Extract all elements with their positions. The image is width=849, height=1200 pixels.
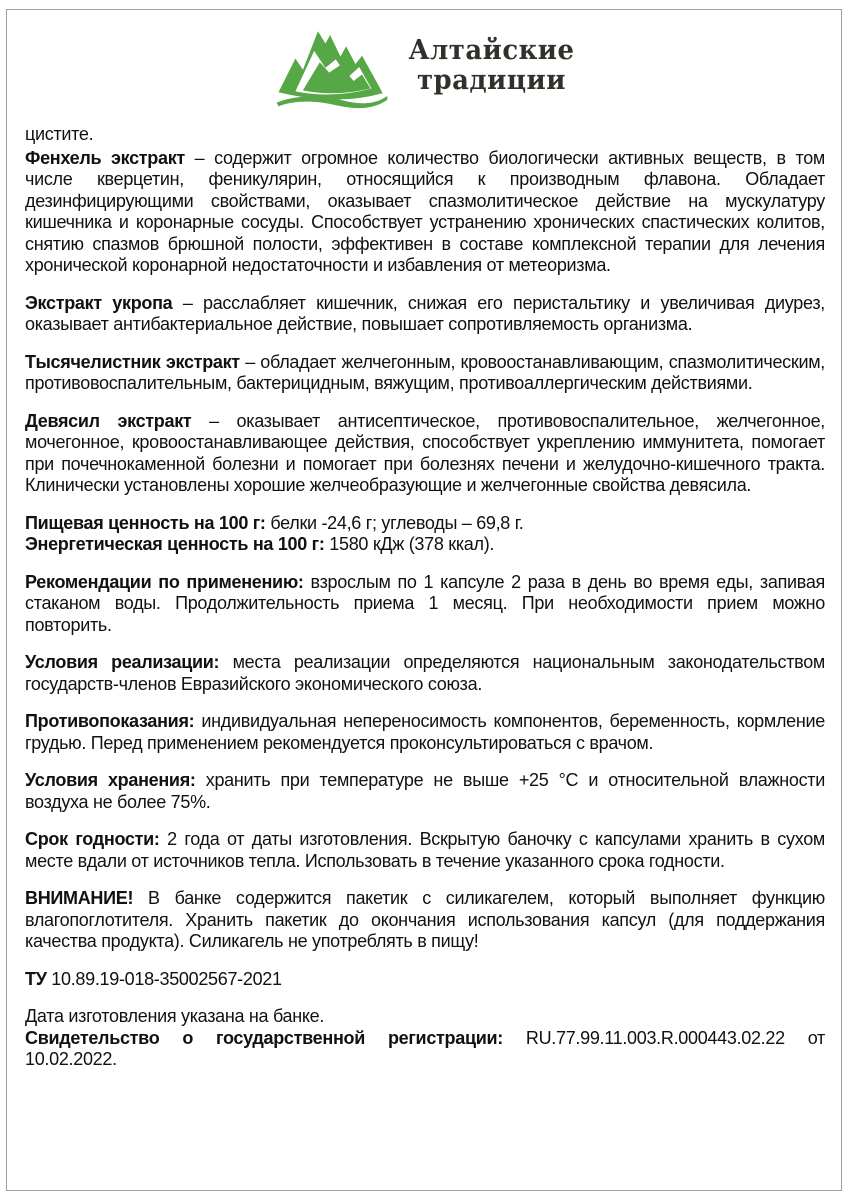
brand-logo: [18, 16, 831, 116]
section-fennel-extract-body: – содержит огромное количество биологически активных веществ, в том числе кверцетин, феникулярин, относящийся к производным флавона. Обладает дезинфицирующими свойствами, оказывает спазмолитическое действие на мускулатуру кишечника и коронарные сосуды. Способствует устранению хронических спастических колитов, снятию спазмов брюшной полости, эффективен в составе комплексной терапии для лечения хронической коронарной недостаточности и избавления от метеоризма.: [25, 147, 825, 275]
section-yarrow-extract-body: – обладает желчегонным, кровоостанавливающим, спазмолитическим, противовоспалительным, бактерицидным, вяжущим, противоаллергическим действиями.: [25, 351, 825, 393]
section-fennel-extract: [25, 148, 825, 277]
section-elecampane-extract-head: Девясил экстракт: [25, 410, 192, 431]
section-contraindications: [25, 711, 825, 754]
section-usage-recommendations-head: Рекомендации по применению:: [25, 571, 304, 592]
section-attention-note-body: В банке содержится пакетик с силикагелем, который выполняет функцию влагопоглотителя. Хранить пакетик до окончания использования капсул (для поддержания качества продукта). Силикагель не употреблять в пищу!: [25, 888, 825, 951]
section-usage-recommendations: [25, 572, 825, 637]
brand-name-line2: традиции: [417, 65, 566, 96]
section-sale-conditions-body: места реализации определяются национальным законодательством государств-членов Евразийского экономического союза.: [25, 652, 826, 694]
section-nutrition-value-head: Пищевая ценность на 100 г:: [25, 512, 266, 533]
section-energy-value: [25, 534, 825, 556]
section-dill-extract-head: Экстракт укропа: [25, 292, 173, 313]
mountains-wave-icon: [271, 18, 393, 114]
section-tu-number-body: 10.89.19-018-35002567-2021: [46, 968, 282, 989]
section-attention-note-head: ВНИМАНИЕ!: [25, 888, 134, 908]
section-fennel-extract-head: Фенхель экстракт: [25, 147, 185, 168]
section-fragment-body: цистите.: [25, 124, 94, 144]
section-fragment: [25, 124, 825, 146]
section-energy-value-body: 1580 кДж (378 ккал).: [324, 534, 495, 554]
section-yarrow-extract: [25, 352, 825, 395]
section-tu-number-head: ТУ: [25, 968, 47, 989]
section-state-registration-body: RU.77.99.11.003.R.000443.02.22 от 10.02.2022.: [25, 1027, 825, 1069]
brand-name-line1: Алтайские: [408, 34, 575, 66]
section-nutrition-value: [25, 513, 825, 535]
section-sale-conditions: [25, 652, 825, 695]
section-yarrow-extract-head: Тысячелистник экстракт: [25, 351, 240, 372]
section-energy-value-head: Энергетическая ценность на 100 г:: [25, 534, 325, 554]
section-dill-extract: [25, 293, 825, 336]
label-text: [18, 124, 831, 1071]
section-storage-conditions-body: хранить при температуре не выше +25 °С и относительной влажности воздуха не более 75%.: [25, 770, 825, 812]
brand-name: [408, 36, 574, 96]
section-dill-extract-body: – расслабляет кишечник, снижая его перистальтику и увеличивая диурез, оказывает антибактериальное действие, повышает сопротивляемость организма.: [25, 292, 825, 334]
section-shelf-life-body: 2 года от даты изготовления. Вскрытую баночку с капсулами хранить в сухом месте вдали от источников тепла. Использовать в течение указанного срока годности.: [25, 829, 825, 871]
section-shelf-life: [25, 829, 825, 872]
section-attention-note: [25, 888, 825, 953]
section-elecampane-extract-body: – оказывает антисептическое, противовоспалительное, желчегонное, мочегонное, кровоостанавливающее действия, способствует укреплению иммунитета, помогает при почечнокаменной болезни и помогает при болезнях печени и желудочно-кишечного тракта. Клинически установлены хорошие желчеобразующие и желчегонные свойства девясила.: [25, 410, 826, 495]
section-manufacture-date-body: Дата изготовления указана на банке.: [25, 1006, 325, 1026]
section-usage-recommendations-body: взрослым по 1 капсуле 2 раза в день во время еды, запивая стаканом воды. Продолжительность приема 1 месяц. При необходимости прием можно повторить.: [25, 571, 825, 635]
section-manufacture-date: [25, 1006, 825, 1028]
section-sale-conditions-head: Условия реализации:: [25, 652, 220, 672]
section-contraindications-body: индивидуальная непереносимость компонентов, беременность, кормление грудью. Перед применением рекомендуется проконсультироваться с врачом.: [25, 711, 825, 753]
section-shelf-life-head: Срок годности:: [25, 829, 160, 849]
section-elecampane-extract: [25, 411, 825, 497]
section-state-registration: [25, 1028, 825, 1071]
section-storage-conditions-head: Условия хранения:: [25, 770, 196, 790]
section-nutrition-value-body: белки -24,6 г; углеводы – 69,8 г.: [265, 512, 524, 533]
section-contraindications-head: Противопоказания:: [25, 711, 195, 731]
section-tu-number: [25, 969, 825, 991]
section-state-registration-head: Свидетельство о государственной регистрации:: [25, 1027, 503, 1048]
section-storage-conditions: [25, 770, 825, 813]
label-page: [6, 9, 842, 1191]
